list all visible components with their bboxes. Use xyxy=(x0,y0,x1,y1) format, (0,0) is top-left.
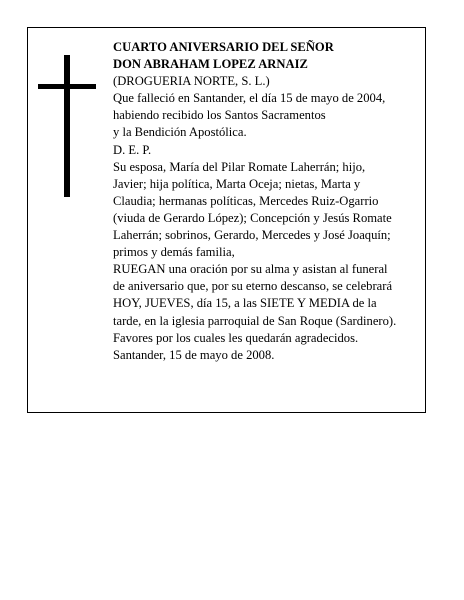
family-line-2: Javier; hija política, Marta Oceja; nietas, Marta y xyxy=(113,176,361,191)
ruegan-word: RUEGAN xyxy=(113,262,166,277)
heading-line-1: CUARTO ANIVERSARIO DEL SEÑOR xyxy=(113,40,334,54)
heading-line-2: DON ABRAHAM LOPEZ ARNAIZ xyxy=(113,57,308,72)
cross-horizontal-bar xyxy=(38,84,96,89)
death-line-2: habiendo recibido los Santos Sacramentos xyxy=(113,108,326,123)
obituary-text xyxy=(113,39,425,364)
cross-icon xyxy=(38,55,96,197)
request-line-3-middle: , día 15, a las xyxy=(190,296,261,311)
request-line-5: Favores por los cuales les quedarán agradecidos. xyxy=(113,330,359,345)
family-line-4: (viuda de Gerardo López); Concepción y Jesús Romate xyxy=(113,210,392,225)
service-time-suffix: de la xyxy=(349,296,377,311)
family-line-5: Laherrán; sobrinos, Gerardo, Mercedes y José Joaquín; xyxy=(113,228,391,243)
family-line-3: Claudia; hermanas políticas, Mercedes Ruiz-Ogarrio xyxy=(113,193,379,208)
death-line-3: y la Bendición Apostólica. xyxy=(113,125,247,140)
service-time: SIETE Y MEDIA xyxy=(260,296,350,311)
request-line-1-rest: una oración por su alma y asistan al funeral xyxy=(165,262,388,277)
service-day: HOY, JUEVES xyxy=(113,296,191,311)
request-line-4: tarde, en la iglesia parroquial de San Roque (Sardinero). xyxy=(113,313,397,328)
rip-abbreviation: D. E. P. xyxy=(113,142,152,157)
place-date: Santander, 15 de mayo de 2008. xyxy=(113,347,275,362)
company-name: (DROGUERIA NORTE, S. L.) xyxy=(113,74,270,89)
family-line-6: primos y demás familia, xyxy=(113,245,235,260)
request-line-1 xyxy=(113,261,425,278)
family-line-1: Su esposa, María del Pilar Romate Laherrán; hijo, xyxy=(113,159,366,174)
death-line-1: Que falleció en Santander, el día 15 de mayo de 2004, xyxy=(113,91,386,106)
cross-vertical-bar xyxy=(64,55,70,197)
request-line-2: de aniversario que, por su eterno descanso, se celebrará xyxy=(113,279,393,294)
request-line-3 xyxy=(113,295,425,312)
